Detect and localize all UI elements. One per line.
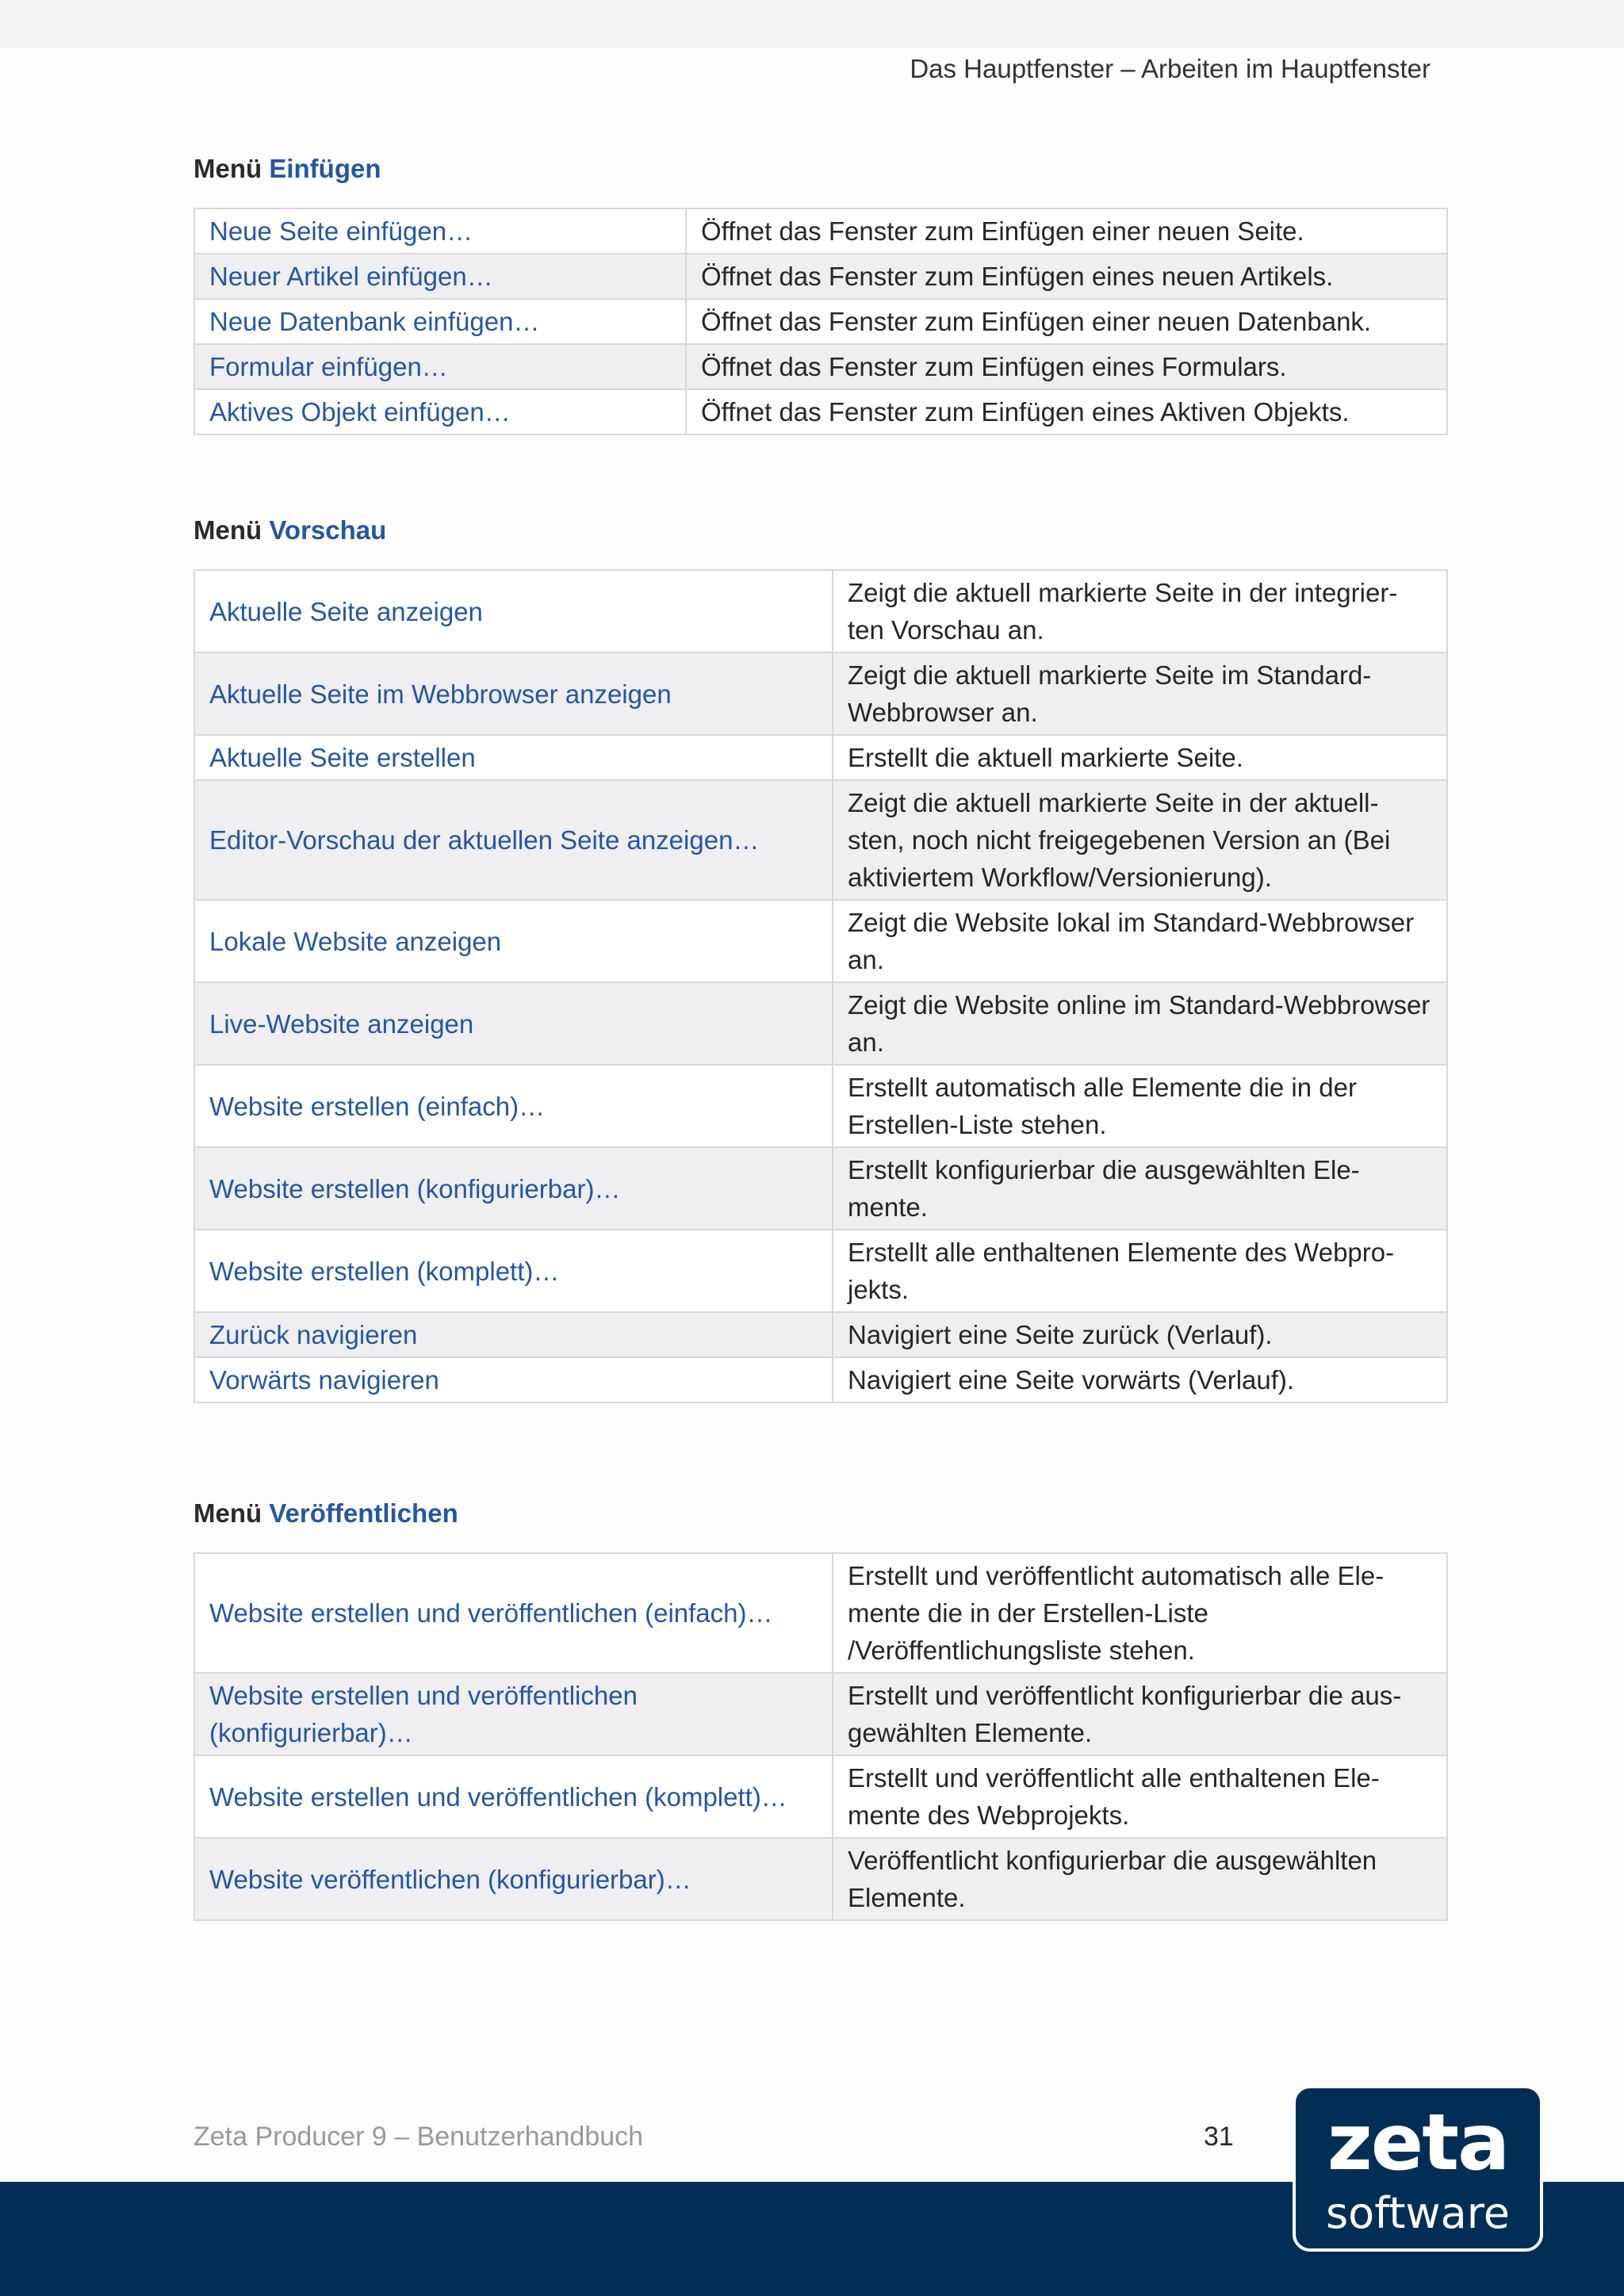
section-prefix: Menü [193,515,262,545]
description-cell: Öffnet das Fenster zum Einfügen eines neuen Artikels. [686,254,1447,299]
table-row [194,1755,1447,1838]
command-cell: Aktuelle Seite im Webbrowser anzeigen [194,652,833,735]
table-row [194,900,1447,982]
footer-book-title: Zeta Producer 9 – Benutzerhandbuch [193,2122,644,2152]
section-menu-name: Veröffentlichen [269,1498,458,1528]
description-cell: Veröffentlicht konfigurierbar die ausgewählten Elemente. [833,1838,1447,1920]
description-cell: Navigiert eine Seite zurück (Verlauf). [833,1312,1447,1357]
command-cell: Neue Datenbank einfügen… [194,299,686,344]
command-cell: Neuer Artikel einfügen… [194,254,686,299]
table-row [194,389,1447,434]
command-cell: Website erstellen und veröffentlichen (einfach)… [194,1553,833,1673]
page-number: 31 [1204,2122,1234,2152]
command-cell: Website veröffentlichen (konfigurierbar)… [194,1838,833,1920]
section-heading-einfuegen [193,154,381,184]
description-cell: Öffnet das Fenster zum Einfügen eines Aktiven Objekts. [686,389,1447,434]
command-cell: Aktuelle Seite erstellen [194,735,833,780]
description-cell: Erstellt die aktuell markierte Seite. [833,735,1447,780]
description-cell: Zeigt die aktuell markierte Seite im Standard-Webbrowser an. [833,652,1447,735]
table-row [194,1357,1447,1402]
description-cell: Erstellt konfigurierbar die ausgewählten Ele-mente. [833,1147,1447,1230]
description-cell: Erstellt und veröffentlicht automatisch alle Ele-mente die in der Erstellen-Liste /Veröffentlichungsliste stehen. [833,1553,1447,1673]
running-header: Das Hauptfenster – Arbeiten im Hauptfenster [910,54,1431,83]
section-prefix: Menü [193,1498,262,1528]
table-row [194,1312,1447,1357]
command-cell: Live-Website anzeigen [194,982,833,1065]
command-cell: Website erstellen und veröffentlichen (konfigurierbar)… [194,1673,833,1755]
description-cell: Öffnet das Fenster zum Einfügen eines Formulars. [686,344,1447,389]
command-cell: Editor-Vorschau der aktuellen Seite anzeigen… [194,780,833,900]
description-cell: Öffnet das Fenster zum Einfügen einer neuen Seite. [686,209,1447,254]
description-cell: Zeigt die aktuell markierte Seite in der aktuell-sten, noch nicht freigegebenen Version an (Bei aktiviertem Workflow/Versionierung). [833,780,1447,900]
description-cell: Navigiert eine Seite vorwärts (Verlauf). [833,1357,1447,1402]
command-cell: Zurück navigieren [194,1312,833,1357]
description-cell: Zeigt die Website online im Standard-Webbrowser an. [833,982,1447,1065]
section-menu-name: Einfügen [269,154,381,183]
table-row [194,1673,1447,1755]
command-cell: Formular einfügen… [194,344,686,389]
command-cell: Website erstellen (konfigurierbar)… [194,1147,833,1230]
table-row [194,1838,1447,1920]
section-heading-veroeffentlichen [193,1498,458,1529]
top-strip [0,0,1624,48]
table-row [194,209,1447,254]
logo-subtext: software [1326,2188,1510,2238]
menu-table-veroeffentlichen [193,1552,1448,1921]
command-cell: Website erstellen (einfach)… [194,1065,833,1147]
command-cell: Aktives Objekt einfügen… [194,389,686,434]
description-cell: Erstellt und veröffentlicht alle enthaltenen Ele-mente des Webprojekts. [833,1755,1447,1838]
command-cell: Aktuelle Seite anzeigen [194,570,833,652]
section-prefix: Menü [193,154,262,183]
command-cell: Lokale Website anzeigen [194,900,833,982]
description-cell: Erstellt und veröffentlicht konfigurierbar die aus-gewählten Elemente. [833,1673,1447,1755]
description-cell: Zeigt die aktuell markierte Seite in der integrier-ten Vorschau an. [833,570,1447,652]
description-cell: Erstellt alle enthaltenen Elemente des Webpro-jekts. [833,1230,1447,1312]
table-row [194,1147,1447,1230]
description-cell: Zeigt die Website lokal im Standard-Webbrowser an. [833,900,1447,982]
section-menu-name: Vorschau [269,515,387,545]
table-row [194,1065,1447,1147]
command-cell: Neue Seite einfügen… [194,209,686,254]
description-cell: Erstellt automatisch alle Elemente die in der Erstellen-Liste stehen. [833,1065,1447,1147]
description-cell: Öffnet das Fenster zum Einfügen einer neuen Datenbank. [686,299,1447,344]
table-row [194,652,1447,735]
section-heading-vorschau [193,515,386,545]
table-row [194,570,1447,652]
menu-table-einfuegen [193,208,1448,435]
menu-table-vorschau [193,569,1448,1403]
zeta-software-logo [1293,2085,1543,2252]
logo-wordmark: zeta [1327,2098,1509,2188]
command-cell: Vorwärts navigieren [194,1357,833,1402]
table-row [194,299,1447,344]
command-cell: Website erstellen und veröffentlichen (komplett)… [194,1755,833,1838]
command-cell: Website erstellen (komplett)… [194,1230,833,1312]
table-row [194,735,1447,780]
table-row [194,1553,1447,1673]
table-row [194,344,1447,389]
table-row [194,1230,1447,1312]
table-row [194,254,1447,299]
table-row [194,780,1447,900]
table-row [194,982,1447,1065]
